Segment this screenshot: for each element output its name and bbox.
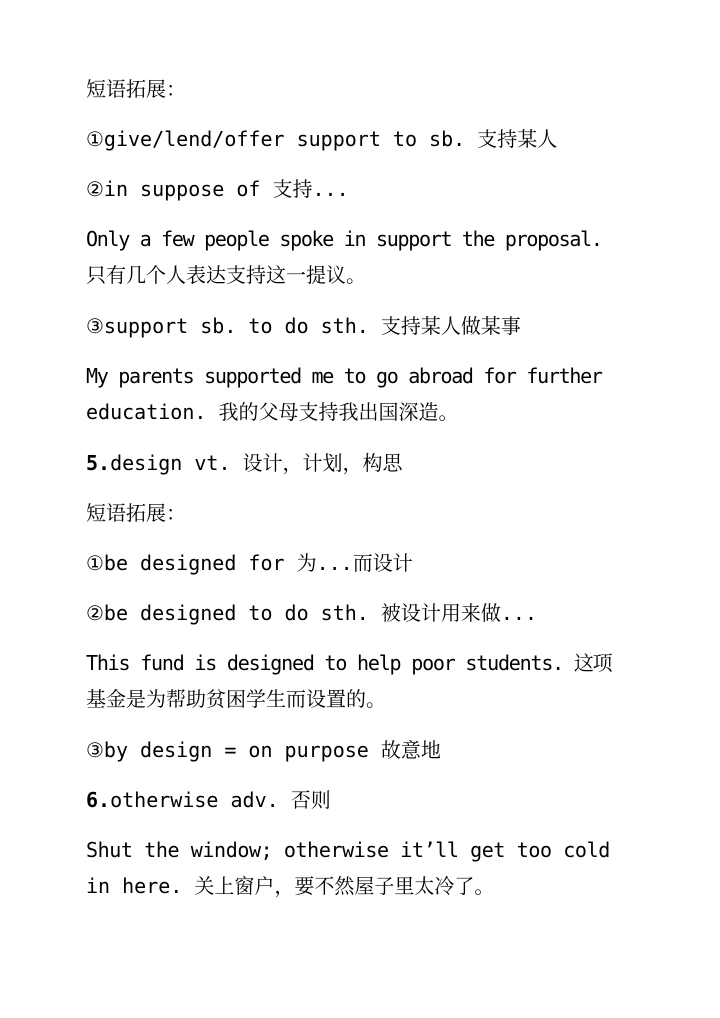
phrase-item-1: ①give/lend/offer support to sb. 支持某人 — [86, 127, 558, 151]
example-sentence-3-en: This fund is designed to help poor students. 这项 — [86, 651, 612, 675]
phrase-item-5: ②be designed to do sth. 被设计用来做... — [86, 601, 537, 625]
example-sentence-1-zh: 只有几个人表达支持这一提议。 — [86, 263, 366, 287]
example-sentence-2-en: My parents supported me to go abroad for further — [86, 364, 602, 388]
phrase-item-6: ③by design = on purpose 故意地 — [86, 738, 441, 762]
phrase-item-4: ①be designed for 为...而设计 — [86, 551, 413, 575]
example-sentence-2-zh: education. 我的父母支持我出国深造。 — [86, 400, 459, 424]
example-sentence-3-zh: 基金是为帮助贫困学生而设置的。 — [86, 687, 386, 711]
example-sentence-4-en: Shut the window; otherwise it’ll get too cold — [86, 838, 610, 862]
entry-term: otherwise adv. 否则 — [110, 788, 331, 812]
phrase-heading-2: 短语拓展： — [86, 501, 186, 525]
phrase-heading-1: 短语拓展： — [86, 77, 186, 101]
phrase-item-3: ③support sb. to do sth. 支持某人做某事 — [86, 314, 521, 338]
entry-heading-otherwise — [86, 787, 331, 813]
entry-term: design vt. 设计，计划，构思 — [110, 451, 403, 475]
entry-number: 6. — [86, 788, 111, 812]
example-sentence-4-zh: in here. 关上窗户，要不然屋子里太冷了。 — [86, 874, 495, 898]
phrase-item-2: ②in suppose of 支持... — [86, 177, 349, 201]
entry-heading-design — [86, 450, 403, 476]
entry-number: 5. — [86, 451, 111, 475]
example-sentence-1-en: Only a few people spoke in support the proposal. — [86, 227, 602, 251]
